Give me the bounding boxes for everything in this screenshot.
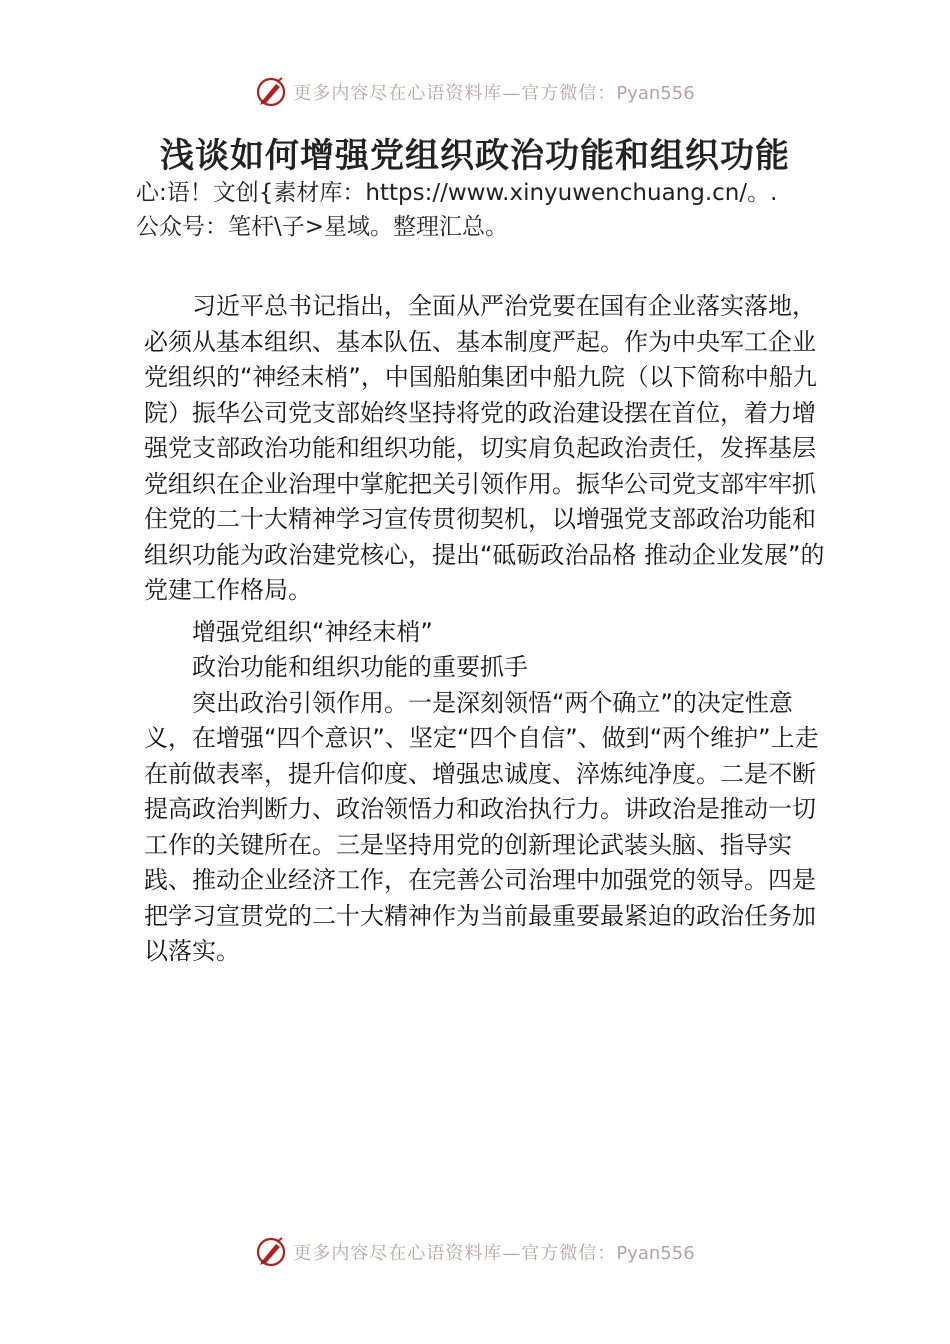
section-heading: 增强党组织“神经末梢” xyxy=(192,617,433,646)
pen-logo-icon xyxy=(255,1236,287,1268)
body-paragraph: 习近平总书记指出，全面从严治党要在国有企业落实落地，必须从基本组织、基本队伍、基本制度严起。作为中央军工企业党组织的“神经末梢”，中国船舶集团中船九院（以下简称中船九院）振华公司党支部始终坚持将党的政治建设摆在首位，着力增强党支部政治功能和组织功能，切实肩负起政治责任，发挥基层党组织在企业治理中掌舵把关引领作用。振华公司党支部牢牢抓住党的二十大精神学习宣传贯彻契机，以增强党支部政治功能和组织功能为政治建党核心，提出“砥砺政治品格 推动企业发展”的党建工作格局。 xyxy=(144,292,825,604)
watermark-text: 更多内容尽在心语资料库—官方微信： xyxy=(293,83,617,104)
watermark-account: Pyan556 xyxy=(616,83,695,104)
source-line-2: 公众号：笔杆\子>星域。整理汇总。 xyxy=(136,214,509,240)
document-body xyxy=(144,289,834,970)
watermark-footer xyxy=(0,1232,950,1272)
source-line-1: 心:语！文创{素材库：https://www.xinyuwenchuang.cn/。. xyxy=(136,180,778,206)
watermark-account: Pyan556 xyxy=(616,1243,695,1264)
pen-logo-icon xyxy=(255,76,287,108)
watermark-header xyxy=(0,72,950,112)
section-subheading: 政治功能和组织功能的重要抓手 xyxy=(192,653,528,681)
document-title: 浅谈如何增强党组织政治功能和组织功能 xyxy=(160,136,790,176)
watermark-text: 更多内容尽在心语资料库—官方微信： xyxy=(293,1243,617,1264)
body-paragraph: 突出政治引领作用。一是深刻领悟“两个确立”的决定性意义，在增强“四个意识”、坚定“四个自信”、做到“两个维护”上走在前做表率，提升信仰度、增强忠诚度、淬炼纯净度。二是不断提高政治判断力、政治领悟力和政治执行力。讲政治是推动一切工作的关键所在。三是坚持用党的创新理论武装头脑、指导实践、推动企业经济工作，在完善公司治理中加强党的领导。四是把学习宣贯党的二十大精神作为当前最重要最紧迫的政治任务加以落实。 xyxy=(144,688,819,965)
